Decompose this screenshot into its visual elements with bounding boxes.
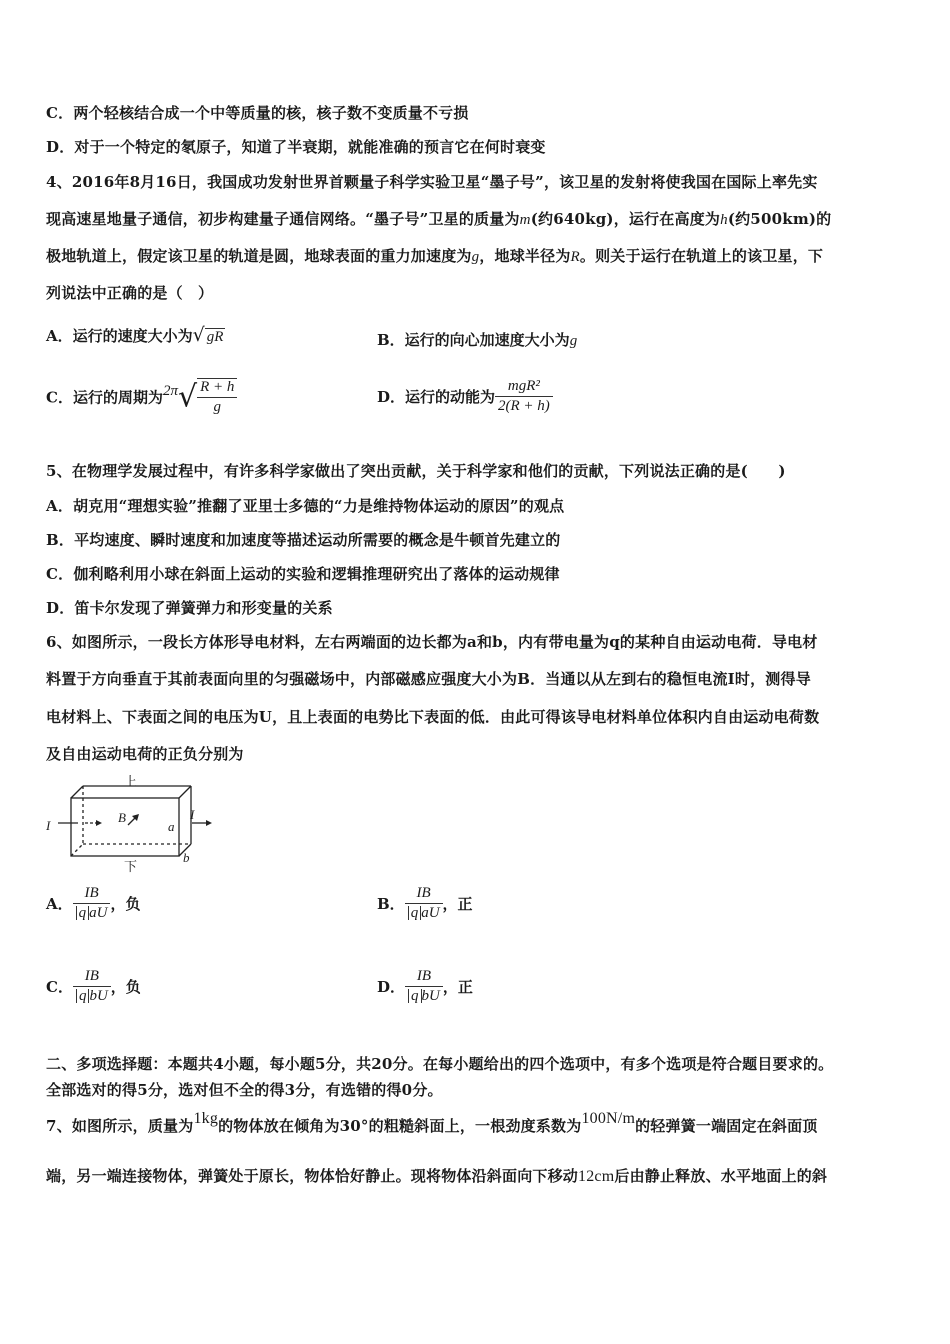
q4-option-c-coef: 2π: [162, 383, 178, 399]
q5-option-b: B．平均速度、瞬时速度和加速度等描述运动所需要的概念是牛顿首先建立的: [46, 531, 561, 549]
q6-option-c-label: C．: [46, 978, 73, 996]
q7-stem-line1: [46, 1110, 818, 1136]
q4-option-c-fraction: $\frac{R + h}{g}$: [197, 378, 237, 416]
q4-option-a-formula: gR: [206, 329, 224, 345]
q6-option-a-sign: ，负: [110, 895, 141, 913]
q6-option-d-fraction: $\frac{IB}{\text{q bU}}$: [405, 968, 443, 1005]
q4-option-a-text: A．运行的速度大小为: [46, 327, 193, 345]
q6-conductor-figure: [40, 770, 220, 876]
q6-option-d: [377, 968, 473, 1005]
q6-option-d-sign: ，正: [442, 978, 473, 996]
q6-option-a-label: A．: [46, 895, 73, 913]
q7-text: 端，另一端连接物体，弹簧处于原长，物体恰好静止。现将物体沿斜面向下移动: [46, 1167, 579, 1185]
q7-mass-value: 1kg: [193, 1110, 219, 1127]
q4-stem-line4: 列说法中正确的是（ ）: [46, 284, 214, 302]
q6-option-c: [46, 968, 141, 1005]
q6-option-a: [46, 885, 141, 922]
q4-mass-symbol: m: [519, 212, 531, 228]
q5-stem: 5、在物理学发展过程中，有许多科学家做出了突出贡献，关于科学家和他们的贡献，下列说法正确的是( ): [46, 462, 786, 480]
q4-stem-line1: 4、2016年8月16日，我国成功发射世界首颗量子科学实验卫星“墨子号”，该卫星的发射将使我国在国际上率先实: [46, 173, 818, 191]
q4-gravity-symbol: g: [471, 249, 480, 265]
q4-option-c: C．运行的周期为2π√ $\frac{R + h}{g}$: [46, 378, 237, 416]
section2-heading-line2: 全部选对的得5分，选对但不全的得3分，有选错的得0分。: [46, 1081, 443, 1099]
q4-height-symbol: h: [720, 212, 728, 228]
q4-option-d-text: D．运行的动能为: [377, 388, 496, 406]
q6-stem-line2: 料置于方向垂直于其前表面向里的匀强磁场中，内部磁感应强度大小为B．当通以从左到右的稳恒电流I时，测得导: [46, 670, 811, 688]
q5-option-a: A．胡克用“理想实验”推翻了亚里士多德的“力是维持物体运动的原因”的观点: [46, 497, 565, 515]
q6-option-a-fraction: $\frac{IB}{\text{q aU}}$: [73, 885, 111, 922]
q4-stem-line3: [46, 245, 823, 266]
q6-label-current-left: I: [46, 818, 51, 833]
q4-text: ，地球半径为: [479, 247, 571, 265]
q5-option-c: C．伽利略利用小球在斜面上运动的实验和逻辑推理研究出了落体的运动规律: [46, 565, 560, 583]
q4-option-b-formula: g: [569, 333, 578, 349]
q4-text: (约640kg)，运行在高度为: [530, 210, 721, 228]
q6-stem-line3: 电材料上、下表面之间的电压为U，且上表面的电势比下表面的低．由此可得该导电材料单位体积内自由运动电荷数: [46, 708, 820, 726]
q6-label-current-right: I: [190, 807, 195, 822]
q7-spring-constant: 100N/m: [581, 1110, 636, 1127]
q6-option-b-sign: ，正: [442, 895, 473, 913]
q6-option-c-fraction: $\frac{IB}{\text{q bU}}$: [73, 968, 111, 1005]
q7-text: 7、如图所示，质量为: [46, 1117, 194, 1135]
q6-option-b-label: B．: [377, 895, 405, 913]
q5-option-d: D．笛卡尔发现了弹簧弹力和形变量的关系: [46, 599, 333, 617]
q6-block-front-face: [71, 798, 179, 856]
q6-label-a: a: [168, 819, 175, 834]
q6-stem-line1: 6、如图所示，一段长方体形导电材料，左右两端面的边长都为a和b，内有带电量为q的某种自由运动电荷．导电材: [46, 633, 818, 651]
q4-option-d-fraction: $\frac{\text{mgR²}}{2(R + h)}$: [495, 378, 553, 415]
q4-option-c-text: C．运行的周期为: [46, 388, 163, 407]
q4-radius-symbol: R: [570, 249, 580, 265]
q4-text: 极地轨道上，假定该卫星的轨道是圆，地球表面的重力加速度为: [46, 247, 472, 265]
q6-label-field: B: [118, 810, 126, 825]
section2-heading-line1: 二、多项选择题：本题共4小题，每小题5分，共20分。在每小题给出的四个选项中，有多个选项是符合题目要求的。: [46, 1055, 834, 1073]
q4-option-b-text: B．运行的向心加速度大小为: [377, 331, 570, 349]
q6-label-top: 上: [124, 774, 138, 789]
q6-stem-line4: 及自由运动电荷的正负分别为: [46, 745, 244, 763]
q7-displacement: 12cm: [578, 1168, 615, 1185]
q6-option-c-sign: ，负: [110, 978, 141, 996]
q4-option-b: [377, 329, 577, 350]
q3-option-d: D．对于一个特定的氡原子，知道了半衰期，就能准确的预言它在何时衰变: [46, 138, 546, 156]
q4-option-a: A．运行的速度大小为√ gR: [46, 324, 224, 346]
q6-option-b: [377, 885, 473, 922]
q4-text: (约500km)的: [727, 210, 832, 228]
q4-option-d: [377, 378, 553, 415]
q4-text: 现高速星地量子通信，初步构建量子通信网络。“墨子号”卫星的质量为: [46, 210, 520, 228]
q4-text: 。则关于运行在轨道上的该卫星，下: [579, 247, 824, 265]
q7-text: 的物体放在倾角为30°的粗糙斜面上，一根劲度系数为: [218, 1117, 582, 1135]
q3-option-c: C．两个轻核结合成一个中等质量的核，核子数不变质量不亏损: [46, 104, 469, 122]
q4-stem-line2: [46, 208, 831, 229]
q7-text: 的轻弹簧一端固定在斜面顶: [635, 1117, 818, 1135]
q6-option-b-fraction: $\frac{IB}{\text{q aU}}$: [405, 885, 443, 922]
q6-option-d-label: D．: [377, 978, 406, 996]
q7-stem-line2: [46, 1165, 827, 1186]
q6-label-bottom: 下: [124, 859, 138, 874]
q6-label-b: b: [183, 850, 190, 865]
q7-text: 后由静止释放、水平地面上的斜: [614, 1167, 828, 1185]
